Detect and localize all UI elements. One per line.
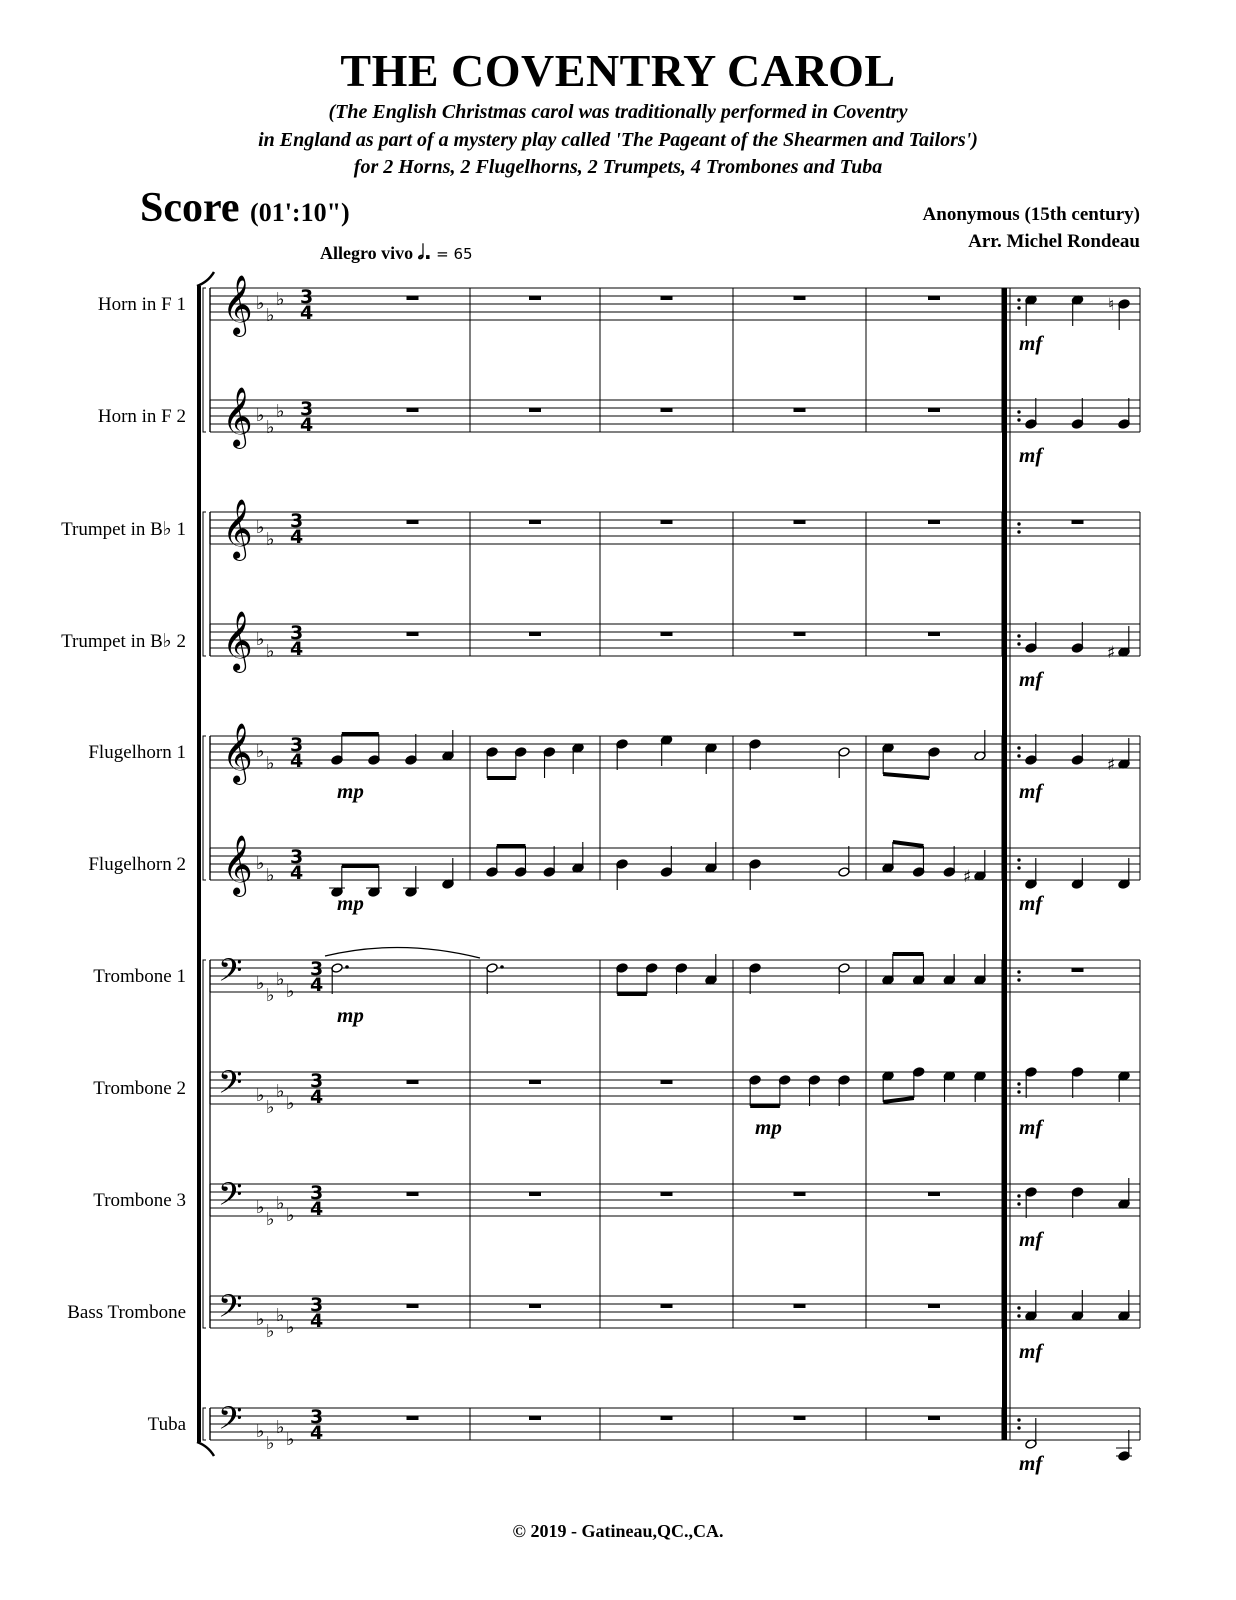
time-signature-bottom: 4	[290, 526, 304, 548]
whole-rest-icon	[529, 408, 541, 412]
system-bracket-top-hook	[197, 272, 214, 286]
key-signature-flat-icon: ♭	[256, 973, 265, 994]
group-bracket	[203, 960, 206, 1328]
repeat-dot	[1017, 1426, 1020, 1429]
whole-rest-icon	[661, 1192, 673, 1196]
whole-rest-icon	[661, 632, 673, 636]
key-signature-flat-icon: ♭	[256, 629, 265, 650]
repeat-dot	[1017, 858, 1020, 861]
composer: Anonymous (15th century)	[922, 204, 1140, 225]
repeat-dot	[1017, 970, 1020, 973]
key-signature-flat-icon: ♭	[256, 1197, 265, 1218]
key-signature-flat-icon: ♭	[266, 1321, 275, 1342]
tempo-text: Allegro vivo	[320, 243, 414, 263]
time-signature-bottom: 4	[300, 414, 314, 436]
dynamic-marking: mf	[1019, 891, 1043, 915]
whole-rest-icon	[661, 408, 673, 412]
key-signature-flat-icon: ♭	[286, 1205, 295, 1226]
note-dot	[345, 965, 349, 969]
time-signature-top: 3	[310, 1406, 324, 1428]
key-signature-flat-icon: ♭	[266, 1097, 275, 1118]
bass-clef-icon: 𝄢	[218, 1288, 243, 1332]
key-signature-flat-icon: ♭	[286, 981, 295, 1002]
key-signature-flat-icon: ♭	[286, 1093, 295, 1114]
time-signature-top: 3	[290, 734, 304, 756]
bass-clef-icon: 𝄢	[218, 1400, 243, 1444]
key-signature-flat-icon: ♭	[266, 417, 275, 438]
time-signature-top: 3	[310, 1070, 324, 1092]
whole-rest-icon	[529, 632, 541, 636]
system-bracket-bottom-hook	[197, 1442, 214, 1456]
group-bracket	[203, 288, 206, 432]
instrument-label-trombone-2: Trombone 2	[93, 1078, 186, 1099]
whole-rest-icon	[794, 520, 806, 524]
treble-clef-icon: 𝄞	[222, 499, 253, 559]
repeat-dot	[1017, 1194, 1020, 1197]
time-signature-bottom: 4	[290, 638, 304, 660]
time-signature-bottom: 4	[290, 862, 304, 884]
time-signature-top: 3	[310, 1182, 324, 1204]
whole-rest-icon	[661, 1080, 673, 1084]
whole-rest-icon	[928, 632, 940, 636]
time-signature-bottom: 4	[310, 1422, 324, 1444]
whole-rest-icon	[928, 296, 940, 300]
treble-clef-icon: 𝄞	[222, 835, 253, 895]
instrument-label-flugelhorn-1: Flugelhorn 1	[88, 742, 186, 763]
whole-rest-icon	[794, 632, 806, 636]
time-signature-top: 3	[310, 958, 324, 980]
key-signature-flat-icon: ♭	[256, 1309, 265, 1330]
slur	[325, 947, 480, 958]
key-signature-flat-icon: ♭	[266, 985, 275, 1006]
key-signature-flat-icon: ♭	[256, 405, 265, 426]
whole-rest-icon	[794, 1192, 806, 1196]
time-signature-top: 3	[290, 846, 304, 868]
note-beam	[883, 774, 929, 778]
whole-rest-icon	[794, 296, 806, 300]
subtitle-line-2: in England as part of a mystery play called 'The Pageant of the Shearmen and Tailors')	[258, 129, 978, 151]
dynamic-marking: mf	[1019, 667, 1043, 691]
key-signature-flat-icon: ♭	[256, 853, 265, 874]
repeat-dot	[1017, 1082, 1020, 1085]
system-bracket	[197, 286, 201, 1442]
group-bracket	[203, 512, 206, 656]
instrument-label-trombone-3: Trombone 3	[93, 1190, 186, 1211]
dynamic-marking: mf	[1019, 331, 1043, 355]
tempo-value: = 65	[436, 245, 473, 263]
repeat-dot	[1017, 530, 1020, 533]
key-signature-flat-icon: ♭	[276, 1081, 285, 1102]
repeat-dot	[1017, 1306, 1020, 1309]
key-signature-flat-icon: ♭	[266, 865, 275, 886]
key-signature-flat-icon: ♭	[256, 293, 265, 314]
repeat-dot	[1017, 746, 1020, 749]
whole-rest-icon	[661, 1304, 673, 1308]
whole-rest-icon	[529, 1192, 541, 1196]
treble-clef-icon: 𝄞	[222, 611, 253, 671]
whole-rest-icon	[529, 1080, 541, 1084]
whole-rest-icon	[407, 1304, 419, 1308]
whole-rest-icon	[407, 1416, 419, 1420]
dynamic-marking: mf	[1019, 779, 1043, 803]
arranger: Arr. Michel Rondeau	[968, 231, 1140, 252]
key-signature-flat-icon: ♭	[276, 401, 285, 422]
dynamic-marking: mp	[337, 891, 364, 915]
time-signature-top: 3	[290, 622, 304, 644]
copyright: © 2019 - Gatineau,QC.,CA.	[512, 1521, 724, 1541]
time-signature-bottom: 4	[310, 1198, 324, 1220]
repeat-dot	[1017, 298, 1020, 301]
sharp-accidental-icon: ♯	[1107, 755, 1116, 775]
duration: (01':10")	[250, 198, 350, 227]
key-signature-flat-icon: ♭	[256, 1421, 265, 1442]
whole-rest-icon	[407, 1192, 419, 1196]
score-title: THE COVENTRY CAROL	[340, 45, 896, 96]
sharp-accidental-icon: ♯	[963, 867, 972, 887]
key-signature-flat-icon: ♭	[256, 517, 265, 538]
instrument-label-trombone-1: Trombone 1	[93, 966, 186, 987]
whole-rest-icon	[794, 408, 806, 412]
whole-rest-icon	[407, 1080, 419, 1084]
repeat-dot	[1017, 1314, 1020, 1317]
group-bracket	[203, 1408, 206, 1440]
key-signature-flat-icon: ♭	[276, 1417, 285, 1438]
key-signature-flat-icon: ♭	[276, 289, 285, 310]
treble-clef-icon: 𝄞	[222, 387, 253, 447]
natural-accidental-icon: ♮	[1108, 295, 1115, 315]
score-word: Score	[140, 185, 240, 231]
whole-rest-icon	[928, 1304, 940, 1308]
subtitle-line-1: (The English Christmas carol was traditionally performed in Coventry	[328, 101, 908, 123]
key-signature-flat-icon: ♭	[276, 969, 285, 990]
key-signature-flat-icon: ♭	[266, 305, 275, 326]
instrument-label-horn-2: Horn in F 2	[97, 406, 186, 427]
dynamic-marking: mf	[1019, 1339, 1043, 1363]
key-signature-flat-icon: ♭	[256, 1085, 265, 1106]
note-beam	[893, 842, 924, 846]
whole-rest-icon	[529, 1304, 541, 1308]
repeat-dot	[1017, 522, 1020, 525]
whole-rest-icon	[928, 1416, 940, 1420]
key-signature-flat-icon: ♭	[266, 529, 275, 550]
whole-rest-icon	[661, 1416, 673, 1420]
whole-rest-icon	[928, 408, 940, 412]
time-signature-bottom: 4	[310, 1310, 324, 1332]
time-signature-bottom: 4	[310, 974, 324, 996]
time-signature-bottom: 4	[310, 1086, 324, 1108]
whole-rest-icon	[407, 296, 419, 300]
time-signature-top: 3	[290, 510, 304, 532]
whole-rest-icon	[928, 1192, 940, 1196]
whole-rest-icon	[529, 296, 541, 300]
group-bracket	[203, 736, 206, 880]
key-signature-flat-icon: ♭	[266, 641, 275, 662]
key-signature-flat-icon: ♭	[266, 1209, 275, 1230]
key-signature-flat-icon: ♭	[276, 1305, 285, 1326]
repeat-dot	[1017, 754, 1020, 757]
bass-clef-icon: 𝄢	[218, 952, 243, 996]
subtitle-line-3: for 2 Horns, 2 Flugelhorns, 2 Trumpets, 4 Trombones and Tuba	[353, 156, 883, 178]
repeat-dot	[1017, 1202, 1020, 1205]
repeat-dot	[1017, 306, 1020, 309]
whole-rest-icon	[661, 296, 673, 300]
instrument-label-trumpet-2: Trumpet in B♭ 2	[61, 631, 186, 652]
repeat-dot	[1017, 1090, 1020, 1093]
key-signature-flat-icon: ♭	[256, 741, 265, 762]
dynamic-marking: mp	[755, 1115, 782, 1139]
treble-clef-icon: 𝄞	[222, 723, 253, 783]
key-signature-flat-icon: ♭	[286, 1429, 295, 1450]
key-signature-flat-icon: ♭	[266, 1433, 275, 1454]
instrument-label-horn-1: Horn in F 1	[97, 294, 186, 315]
whole-rest-icon	[407, 632, 419, 636]
key-signature-flat-icon: ♭	[286, 1317, 295, 1338]
thick-double-barline	[1002, 288, 1007, 1440]
time-signature-top: 3	[300, 286, 314, 308]
sharp-accidental-icon: ♯	[1107, 643, 1116, 663]
time-signature-bottom: 4	[300, 302, 314, 324]
time-signature-top: 3	[300, 398, 314, 420]
repeat-dot	[1017, 418, 1020, 421]
repeat-dot	[1017, 978, 1020, 981]
whole-rest-icon	[928, 520, 940, 524]
repeat-dot	[1017, 1418, 1020, 1421]
dynamic-marking: mp	[337, 779, 364, 803]
repeat-dot	[1017, 410, 1020, 413]
whole-rest-icon	[1072, 968, 1084, 972]
dynamic-marking: mf	[1019, 1227, 1043, 1251]
whole-rest-icon	[529, 520, 541, 524]
whole-rest-icon	[407, 408, 419, 412]
note-beam	[883, 1098, 914, 1102]
bass-clef-icon: 𝄢	[218, 1176, 243, 1220]
repeat-dot	[1017, 866, 1020, 869]
whole-rest-icon	[661, 520, 673, 524]
whole-rest-icon	[794, 1304, 806, 1308]
time-signature-bottom: 4	[290, 750, 304, 772]
whole-rest-icon	[407, 520, 419, 524]
dotted-half-note-icon: 𝅗𝅥.	[417, 240, 432, 264]
repeat-dot	[1017, 642, 1020, 645]
whole-rest-icon	[794, 1416, 806, 1420]
dynamic-marking: mf	[1019, 1115, 1043, 1139]
instrument-label-flugelhorn-2: Flugelhorn 2	[88, 854, 186, 875]
dynamic-marking: mf	[1019, 1451, 1043, 1475]
whole-rest-icon	[529, 1416, 541, 1420]
treble-clef-icon: 𝄞	[222, 275, 253, 335]
key-signature-flat-icon: ♭	[266, 753, 275, 774]
note-dot	[500, 965, 504, 969]
dynamic-marking: mf	[1019, 443, 1043, 467]
instrument-label-bass-trombone: Bass Trombone	[67, 1302, 186, 1323]
bass-clef-icon: 𝄢	[218, 1064, 243, 1108]
whole-rest-icon	[1072, 520, 1084, 524]
dynamic-marking: mp	[337, 1003, 364, 1027]
instrument-label-tuba: Tuba	[147, 1414, 186, 1435]
key-signature-flat-icon: ♭	[276, 1193, 285, 1214]
repeat-dot	[1017, 634, 1020, 637]
instrument-label-trumpet-1: Trumpet in B♭ 1	[61, 519, 186, 540]
time-signature-top: 3	[310, 1294, 324, 1316]
